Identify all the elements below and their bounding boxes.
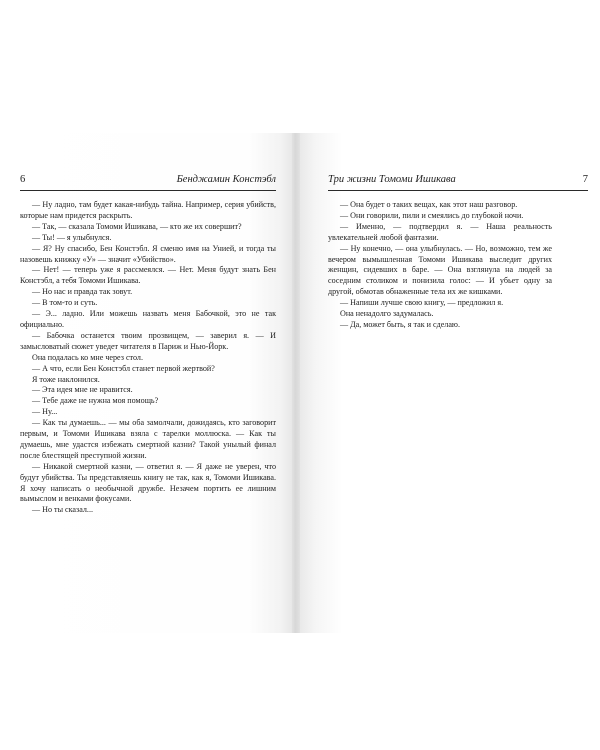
paragraph: — Ты! — я улыбнулся. bbox=[32, 232, 112, 242]
paragraph: — Э... ладно. Или можешь назвать меня Бабочкой, это не так официально. bbox=[20, 309, 276, 329]
paragraph: — Я? Ну спасибо, Бен Констэбл. Я сменю имя на Унией, и тогда ты назовешь книжку «У» — значит «Убийство». bbox=[20, 243, 276, 264]
right-page-text bbox=[328, 200, 552, 331]
right-page-number: 7 bbox=[582, 174, 588, 185]
paragraph: — Напиши лучше свою книгу, — предложил я. bbox=[340, 298, 504, 308]
paragraph: — Никакой смертной казни, — ответил я. — Я даже не уверен, что будут убийства. Ты представляешь книгу не так, как я, Томоми Ишикава. Я хочу написать о необычной дружбе. Незачем портить ее лишним вымыслом и венками фокусами. bbox=[20, 461, 276, 504]
paragraph: — Эта идея мне не нравится. bbox=[32, 385, 133, 395]
paragraph: Я тоже наклонился. bbox=[32, 374, 100, 384]
paragraph: — Да, может быть, я так и сделаю. bbox=[340, 319, 461, 329]
paragraph: — Как ты думаешь... — мы оба замолчали, дожидаясь, кто заговорит первым, и Томоми Ишикава взяла с тарелки моллюска. — Как ты думаешь, мне удастся избежать смертной казни? Такой унылый финал после блестящей преступной жизни. bbox=[20, 418, 276, 460]
right-page bbox=[300, 133, 600, 633]
paragraph: — Ну конечно, — она улыбнулась. — Но, возможно, тем же вечером вымышленная Томоми Ишикава выследит других женщин, сидевших в баре. — Она взглянула на людей за соседним столиком и понизила голос: — И убьет одну за другой, обмотав обнаженные тела их же кишками. bbox=[328, 243, 552, 297]
paragraph: — Нет! — теперь уже я рассмеялся. — Нет. Меня будут знать Бен Констэбл, а тебя Томоми Ишикава. bbox=[20, 265, 276, 286]
paragraph: Она ненадолго задумалась. bbox=[340, 309, 434, 319]
left-page-text bbox=[20, 200, 276, 516]
paragraph: — Тебе даже не нужна моя помощь? bbox=[32, 396, 159, 406]
left-page-header bbox=[20, 173, 276, 187]
paragraph: — Но ты сказал... bbox=[32, 505, 93, 515]
paragraph: — Так, — сказала Томоми Ишикава, — кто же их совершит? bbox=[32, 221, 242, 231]
paragraph: — Они говорили, пили и смеялись до глубокой ночи. bbox=[340, 210, 524, 220]
right-header-rule bbox=[328, 190, 588, 191]
paragraph: Она подалась ко мне через стол. bbox=[32, 352, 143, 362]
left-page-number: 6 bbox=[20, 174, 26, 185]
paragraph: — В том-то и суть. bbox=[32, 298, 98, 308]
right-page-header bbox=[328, 173, 588, 187]
paragraph: — Именно, — подтвердил я. — Наша реальность увлекательней любой фантазии. bbox=[328, 221, 552, 242]
paragraph: — Бабочка останется твоим прозвищем, — заверил я. — И замысловатый сюжет уведет читателя в Париж и Нью-Йорк. bbox=[20, 330, 276, 351]
paragraph: — Ну... bbox=[32, 407, 58, 417]
paragraph: — Она будет о таких вещах, как этот наш разговор. bbox=[340, 200, 518, 209]
left-running-title: Бенджамин Констэбл bbox=[176, 174, 276, 185]
paragraph: — Но нас и правда так зовут. bbox=[32, 287, 133, 297]
paragraph: — Ну ладно, там будет какая-нибудь тайна. Например, серия убийств, которые нам придется раскрыть. bbox=[20, 200, 276, 220]
paragraph: — А что, если Бен Констэбл станет первой жертвой? bbox=[32, 363, 215, 373]
right-running-title: Три жизни Томоми Ишикава bbox=[328, 174, 456, 185]
left-page bbox=[0, 133, 292, 633]
left-header-rule bbox=[20, 190, 276, 191]
